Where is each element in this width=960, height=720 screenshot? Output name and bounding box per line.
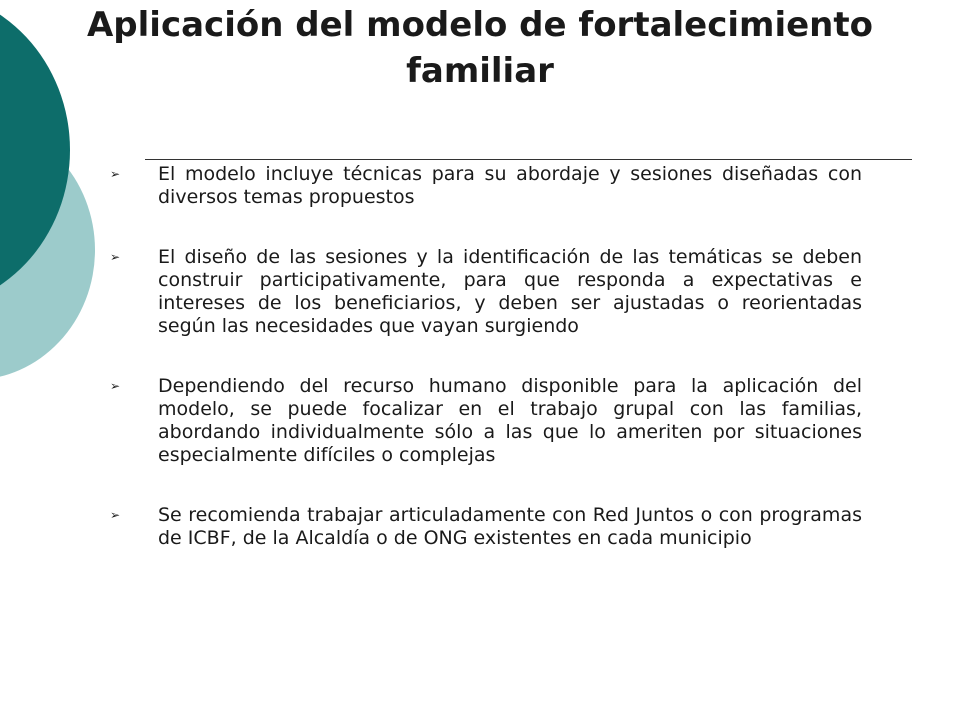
arrow-bullet-icon: ➢ bbox=[110, 508, 121, 522]
bullet-text: Se recomienda trabajar articuladamente con Red Juntos o con programas de ICBF, de la Alcaldía o de ONG existentes en cada municipio bbox=[158, 504, 862, 549]
slide-title: Aplicación del modelo de fortalecimiento familiar bbox=[86, 5, 874, 91]
title-divider bbox=[145, 159, 912, 160]
bullet-text: El diseño de las sesiones y la identificación de las temáticas se deben construir participativamente, para que responda a expectativas e intereses de los beneficiarios, y deben ser ajustadas o reorientadas según las necesidades que vayan surgiendo bbox=[158, 246, 862, 337]
bullet-item bbox=[110, 163, 862, 209]
bullet-text: El modelo incluye técnicas para su abordaje y sesiones diseñadas con diversos temas propuestos bbox=[158, 163, 862, 208]
arrow-bullet-icon: ➢ bbox=[110, 379, 121, 393]
arrow-bullet-icon: ➢ bbox=[110, 167, 121, 181]
arrow-bullet-icon: ➢ bbox=[110, 250, 121, 264]
bullet-text: Dependiendo del recurso humano disponible para la aplicación del modelo, se puede focalizar en el trabajo grupal con las familias, abordando individualmente sólo a las que lo ameriten por situaciones especialmente difíciles o complejas bbox=[158, 375, 862, 466]
bullet-list bbox=[110, 163, 862, 587]
bullet-item bbox=[110, 246, 862, 338]
bullet-item bbox=[110, 375, 862, 467]
bullet-item bbox=[110, 504, 862, 550]
